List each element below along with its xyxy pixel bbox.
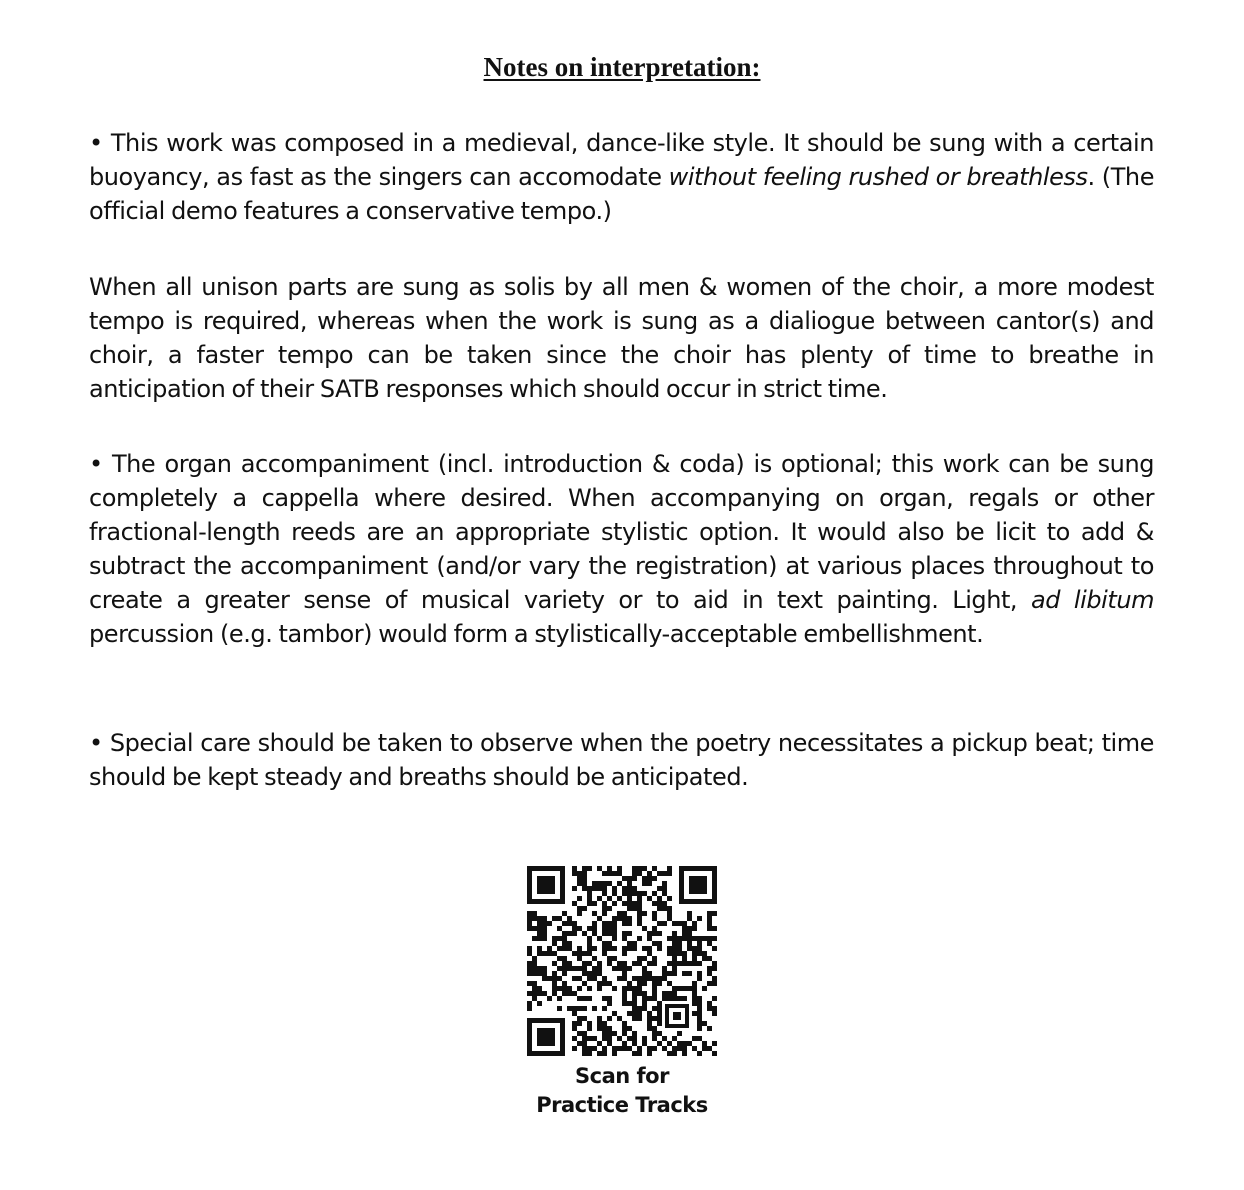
paragraph-emphasis: without feeling rushed or breathless [668, 163, 1088, 191]
page-title: Notes on interpretation: [483, 52, 761, 82]
paragraph-tempo-style [89, 126, 1154, 228]
paragraph-text: • This work was composed in a medieval, dance-like style. It should be sung with a certain buoyancy, as fast as the singers can accomodate [89, 129, 1154, 191]
paragraph-pickup-beat: • Special care should be taken to observe when the poetry necessitates a pickup beat; time should be kept steady and breaths should be anticipated. [89, 729, 1154, 791]
paragraph-text: percussion (e.g. tambor) would form a stylistically-acceptable embellishment. [89, 620, 984, 648]
paragraph-emphasis: ad libitum [1031, 586, 1155, 614]
qr-caption-line2: Practice Tracks [536, 1093, 708, 1117]
paragraph-text: . (The official demo features a conservative tempo.) [89, 163, 1155, 225]
qr-code-image[interactable] [527, 866, 717, 1056]
paragraph-text: • The organ accompaniment (incl. introduction & coda) is optional; this work can be sung completely a cappella where desired. When accompanying on organ, regals or other fractional-length reeds are an appropriate stylistic option. It would also be licit to add & subtract the accompaniment (and/or vary the registration) at various places throughout to create a greater sense of musical variety or to aid in text painting. Light, [89, 450, 1154, 614]
paragraph-unison-tempo: When all unison parts are sung as solis by all men & women of the choir, a more modest tempo is required, whereas when the work is sung as a dialiogue between cantor(s) and choir, a faster tempo can be taken since the choir has plenty of time to breathe in anticipation of their SATB responses which should occur in strict time. [89, 273, 1154, 403]
qr-code[interactable] [527, 866, 717, 1056]
paragraph-organ-accompaniment [89, 447, 1154, 651]
qr-caption-line1: Scan for [575, 1064, 669, 1088]
